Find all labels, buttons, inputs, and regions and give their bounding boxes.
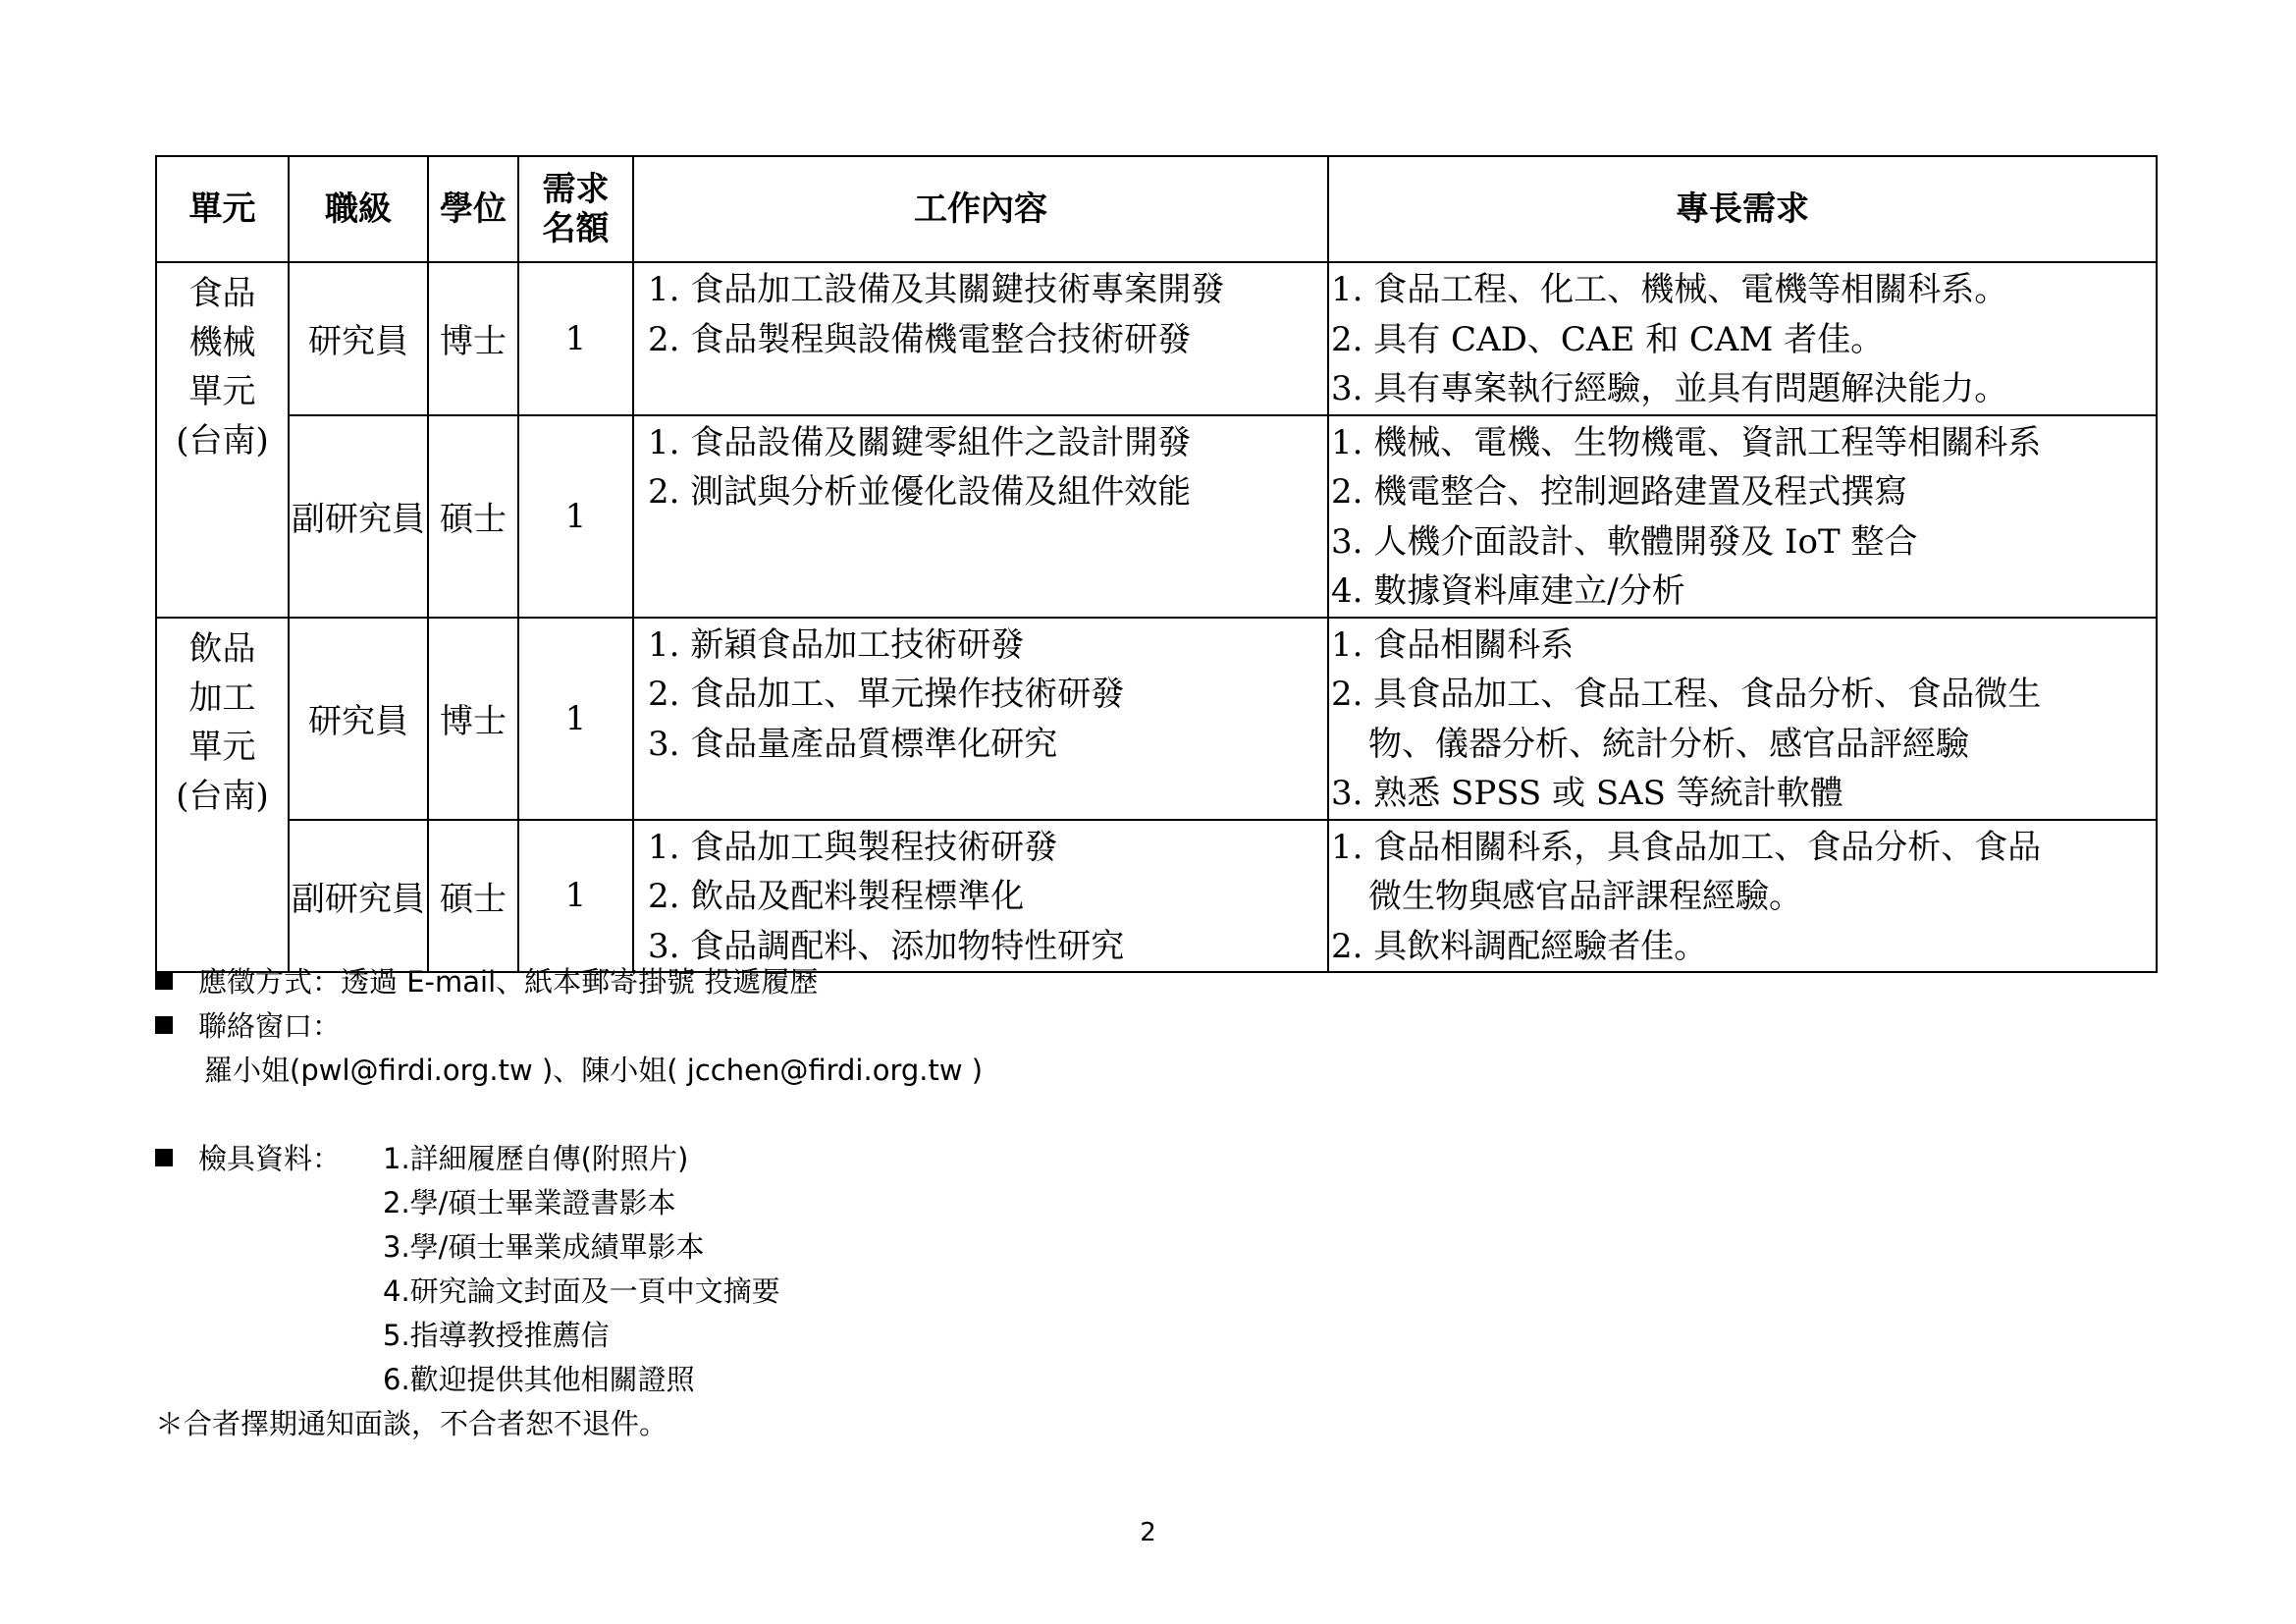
work-content-cell bbox=[633, 820, 1328, 973]
spec-item: 物、儀器分析、統計分析、感官品評經驗 bbox=[1368, 724, 1969, 764]
spec-item: 3. 具有專案執行經驗，並具有問題解決能力。 bbox=[1331, 369, 2008, 408]
work-item: 3. 食品量產品質標準化研究 bbox=[648, 724, 1058, 764]
work-item: 1. 食品加工與製程技術研發 bbox=[648, 827, 1058, 867]
work-item: 2. 食品製程與設備機電整合技術研發 bbox=[648, 319, 1192, 359]
work-item: 1. 食品加工設備及其關鍵技術專案開發 bbox=[648, 270, 1225, 309]
unit-name-line: 單元 bbox=[188, 372, 256, 411]
table-row bbox=[156, 262, 2157, 415]
work-item: 2. 食品加工、單元操作技術研發 bbox=[648, 675, 1125, 714]
degree-cell: 博士 bbox=[428, 262, 518, 415]
rank-cell: 研究員 bbox=[289, 262, 428, 415]
table-row bbox=[156, 618, 2157, 820]
apply-method-text: 應徵方式：透過 E-mail、紙本郵寄掛號 投遞履歷 bbox=[198, 965, 819, 999]
spec-item: 1. 機械、電機、生物機電、資訊工程等相關科系 bbox=[1331, 422, 2042, 462]
contact-people: 羅小姐(pwl@firdi.org.tw )、陳小姐( jcchen@firdi.org.tw ) bbox=[204, 1054, 984, 1087]
docs-item: 4.研究論文封面及一頁中文摘要 bbox=[383, 1274, 780, 1308]
header-degree: 學位 bbox=[428, 156, 518, 262]
quota-cell: 1 bbox=[518, 820, 633, 973]
table-row bbox=[156, 820, 2157, 973]
unit-name-line: 單元 bbox=[188, 727, 256, 767]
unit-name-line: 飲品 bbox=[188, 628, 256, 669]
work-content-cell bbox=[633, 262, 1328, 415]
spec-item: 2. 具飲料調配經驗者佳。 bbox=[1331, 926, 1708, 966]
work-content-cell bbox=[633, 618, 1328, 820]
header-unit: 單元 bbox=[156, 156, 289, 262]
work-item: 2. 飲品及配料製程標準化 bbox=[648, 877, 1025, 916]
spec-requirement-cell bbox=[1328, 415, 2157, 618]
header-quota-line1: 需求 bbox=[542, 170, 610, 209]
quota-cell: 1 bbox=[518, 415, 633, 618]
docs-item: 3.學/碩士畢業成績單影本 bbox=[383, 1230, 705, 1264]
docs-item: 5.指導教授推薦信 bbox=[383, 1319, 610, 1352]
header-spec: 專長需求 bbox=[1328, 156, 2157, 262]
contact-label: 聯絡窗口： bbox=[198, 1009, 342, 1043]
work-content-cell bbox=[633, 415, 1328, 618]
unit-cell bbox=[156, 262, 289, 618]
spec-item: 3. 人機介面設計、軟體開發及 IoT 整合 bbox=[1331, 521, 1918, 562]
docs-item: 1.詳細履歷自傳(附照片) bbox=[383, 1142, 689, 1175]
rank-cell: 副研究員 bbox=[289, 820, 428, 973]
work-item: 2. 測試與分析並優化設備及組件效能 bbox=[648, 472, 1192, 512]
spec-item: 微生物與感官品評課程經驗。 bbox=[1368, 877, 1802, 916]
docs-label: 檢具資料： bbox=[198, 1142, 342, 1175]
spec-item: 1. 食品工程、化工、機械、電機等相關科系。 bbox=[1331, 270, 2008, 309]
job-openings-table bbox=[155, 155, 2158, 973]
spec-item: 2. 具有 CAD、CAE 和 CAM 者佳。 bbox=[1331, 319, 1885, 359]
spec-item: 1. 食品相關科系，具食品加工、食品分析、食品 bbox=[1331, 827, 2042, 867]
degree-cell: 碩士 bbox=[428, 415, 518, 618]
header-quota bbox=[518, 156, 633, 262]
spec-item: 3. 熟悉 SPSS 或 SAS 等統計軟體 bbox=[1331, 774, 1843, 813]
spec-item: 2. 機電整合、控制迴路建置及程式撰寫 bbox=[1331, 472, 1908, 512]
square-bullet-icon bbox=[155, 972, 173, 990]
work-item: 1. 食品設備及關鍵零組件之設計開發 bbox=[648, 422, 1192, 462]
footnote: ＊合者擇期通知面談，不合者恕不退件。 bbox=[155, 1407, 668, 1440]
page-number: 2 bbox=[1140, 1518, 1156, 1547]
work-item: 3. 食品調配料、添加物特性研究 bbox=[648, 926, 1125, 966]
unit-name-line: 機械 bbox=[188, 323, 256, 362]
spec-item: 4. 數據資料庫建立/分析 bbox=[1331, 571, 1685, 611]
contact-label-line bbox=[155, 1004, 341, 1049]
degree-cell: 碩士 bbox=[428, 820, 518, 973]
unit-name-line: 食品 bbox=[188, 274, 256, 313]
docs-item: 2.學/碩士畢業證書影本 bbox=[383, 1186, 676, 1219]
unit-name-line: 加工 bbox=[188, 677, 256, 718]
degree-cell: 博士 bbox=[428, 618, 518, 820]
work-item: 1. 新穎食品加工技術研發 bbox=[648, 624, 1025, 665]
unit-cell bbox=[156, 618, 289, 973]
quota-cell: 1 bbox=[518, 618, 633, 820]
unit-name-line: (台南) bbox=[176, 776, 269, 816]
header-work: 工作內容 bbox=[633, 156, 1328, 262]
header-rank: 職級 bbox=[289, 156, 428, 262]
spec-item: 2. 具食品加工、食品工程、食品分析、食品微生 bbox=[1331, 675, 2042, 714]
spec-item: 1. 食品相關科系 bbox=[1331, 624, 1575, 665]
apply-method-line bbox=[155, 960, 818, 1004]
table-row bbox=[156, 415, 2157, 618]
docs-item: 6.歡迎提供其他相關證照 bbox=[383, 1363, 695, 1396]
square-bullet-icon bbox=[155, 1016, 173, 1034]
rank-cell: 副研究員 bbox=[289, 415, 428, 618]
table-header-row bbox=[156, 156, 2157, 262]
header-quota-line2: 名額 bbox=[542, 209, 610, 248]
square-bullet-icon bbox=[155, 1149, 173, 1166]
rank-cell: 研究員 bbox=[289, 618, 428, 820]
spec-requirement-cell bbox=[1328, 262, 2157, 415]
quota-cell: 1 bbox=[518, 262, 633, 415]
unit-name-line: (台南) bbox=[176, 421, 269, 460]
docs-label-line bbox=[155, 1137, 341, 1181]
spec-requirement-cell bbox=[1328, 820, 2157, 973]
spec-requirement-cell bbox=[1328, 618, 2157, 820]
